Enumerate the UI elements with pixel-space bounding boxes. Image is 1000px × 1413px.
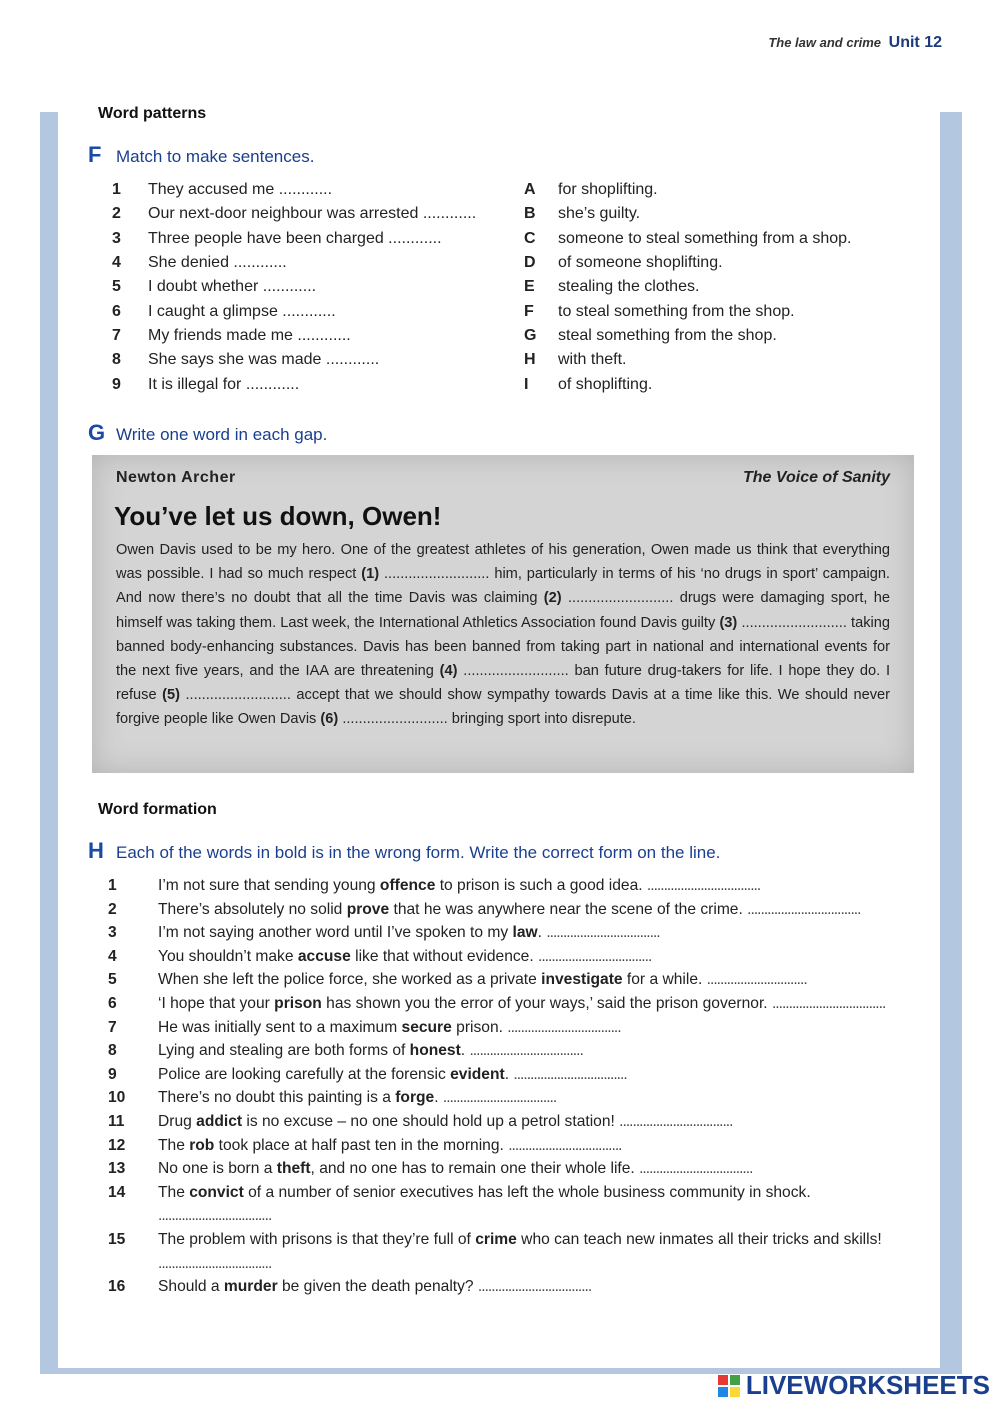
question-row	[108, 1039, 898, 1063]
question-text	[158, 945, 898, 969]
answer-letter: E	[524, 278, 535, 296]
text-part: The	[158, 1183, 190, 1201]
question-row	[108, 1110, 898, 1134]
header-unit: Unit 12	[888, 34, 942, 51]
answer-line: ..................................	[771, 994, 886, 1012]
text-part: ‘I hope that your	[158, 994, 275, 1012]
question-row	[108, 1086, 898, 1110]
question-number: 15	[108, 1230, 126, 1248]
row-number: 5	[112, 278, 121, 296]
answer-line: ..................................	[646, 877, 761, 894]
row-number: 6	[112, 302, 121, 320]
logo-text: LIVEWORKSHEETS	[745, 1370, 990, 1400]
answer-letter: I	[524, 375, 529, 393]
question-text	[158, 1039, 898, 1063]
gap-number: (1)	[361, 566, 380, 583]
answer-line: ..................................	[442, 1089, 557, 1107]
text-part: Drug	[158, 1112, 197, 1130]
article-text: .......................... ban future drug-takers for life. I hope they do. I refuse	[116, 663, 890, 704]
sentence-start: She says she was made ............	[148, 351, 380, 369]
text-part: for a while.	[622, 971, 707, 989]
exercise-letter: G	[88, 420, 106, 445]
question-number: 8	[108, 1042, 117, 1060]
question-row	[108, 1181, 898, 1228]
match-row	[112, 251, 912, 275]
text-part: that he was anywhere near the scene of the crime.	[389, 900, 748, 918]
exercise-instruction: Each of the words in bold is in the wrong form. Write the correct form on the line.	[116, 843, 721, 862]
question-row	[108, 1134, 898, 1158]
question-text	[158, 992, 898, 1016]
match-row	[112, 299, 912, 323]
row-number: 9	[112, 375, 121, 393]
liveworksheets-logo	[718, 1370, 990, 1401]
text-part: I’m not sure that sending young	[158, 877, 380, 894]
exercise-instruction: Write one word in each gap.	[116, 425, 328, 444]
sentence-ending: stealing the clothes.	[558, 278, 700, 296]
question-text	[158, 1157, 898, 1181]
text-part: Lying and stealing are both forms of	[158, 1042, 410, 1060]
gap-number: (3)	[719, 614, 738, 631]
bold-word: evident	[450, 1065, 505, 1083]
word-formation-list	[108, 874, 898, 1299]
question-text	[158, 1275, 898, 1299]
question-row	[108, 992, 898, 1016]
question-row	[108, 1063, 898, 1087]
question-text	[158, 968, 898, 992]
match-row	[112, 227, 912, 251]
page-header	[768, 34, 942, 52]
question-number: 3	[108, 924, 117, 942]
exercise-letter: F	[88, 142, 102, 167]
question-row	[108, 874, 898, 898]
question-number: 2	[108, 900, 117, 918]
bold-word: prison	[274, 994, 322, 1012]
answer-letter: H	[524, 351, 536, 369]
question-text	[158, 1110, 898, 1134]
question-number: 13	[108, 1160, 126, 1178]
question-number: 7	[108, 1018, 117, 1036]
newspaper-clipping	[92, 455, 914, 773]
answer-line: ..................................	[508, 1136, 622, 1154]
answer-line: ..................................	[158, 1207, 272, 1225]
text-part: to prison is such a good idea.	[435, 877, 647, 894]
exercise-f-heading	[88, 142, 314, 168]
question-number: 6	[108, 994, 117, 1012]
question-row	[108, 1228, 898, 1275]
bold-word: theft	[276, 1160, 311, 1178]
sentence-ending: of shoplifting.	[558, 375, 653, 393]
bold-word: murder	[223, 1278, 278, 1296]
text-part: The	[158, 1136, 190, 1154]
match-row	[112, 372, 912, 396]
bold-word: rob	[189, 1136, 215, 1154]
question-text	[158, 1181, 898, 1228]
text-part: be given the death penalty?	[277, 1278, 478, 1296]
bold-word: secure	[401, 1018, 452, 1036]
answer-line: ..............................	[706, 971, 807, 989]
question-text	[158, 898, 898, 922]
answer-letter: D	[524, 254, 536, 272]
section-title-word-formation: Word formation	[98, 801, 217, 818]
sentence-start: Three people have been charged ............	[148, 229, 442, 247]
text-part: No one is born a	[158, 1160, 277, 1178]
question-text	[158, 1228, 898, 1275]
question-number: 5	[108, 971, 117, 989]
answer-line: ..................................	[507, 1018, 621, 1036]
question-row	[108, 1016, 898, 1040]
sentence-ending: with theft.	[558, 351, 627, 369]
answer-line: ..................................	[469, 1042, 583, 1060]
text-part: The problem with prisons is that they’re full of	[158, 1230, 476, 1248]
bold-word: accuse	[297, 947, 351, 965]
answer-letter: A	[524, 181, 536, 199]
bold-word: offence	[379, 877, 436, 894]
answer-line: ..................................	[158, 1254, 272, 1272]
bold-word: forge	[395, 1089, 435, 1107]
answer-letter: F	[524, 302, 534, 320]
row-number: 2	[112, 205, 121, 223]
answer-line: ..................................	[747, 900, 861, 918]
sentence-ending: someone to steal something from a shop.	[558, 229, 852, 247]
question-text	[158, 1063, 898, 1087]
question-number: 12	[108, 1136, 126, 1154]
sentence-ending: steal something from the shop.	[558, 326, 777, 344]
bold-word: crime	[475, 1230, 517, 1248]
match-row	[112, 324, 912, 348]
sentence-start: They accused me ............	[148, 181, 333, 199]
bold-word: convict	[189, 1183, 244, 1201]
row-number: 3	[112, 229, 121, 247]
question-number: 9	[108, 1065, 117, 1083]
article-body	[116, 538, 890, 732]
sentence-start: My friends made me ............	[148, 326, 351, 344]
exercise-letter: H	[88, 838, 104, 863]
text-part: .	[537, 924, 547, 942]
row-number: 1	[112, 181, 121, 199]
text-part: He was initially sent to a maximum	[158, 1018, 402, 1036]
bold-word: honest	[409, 1042, 461, 1060]
text-part: of a number of senior executives has left the whole business community in shock.	[243, 1183, 811, 1201]
question-text	[158, 1086, 898, 1110]
logo-icon	[718, 1375, 740, 1397]
text-part: took place at half past ten in the morning.	[214, 1136, 509, 1154]
bold-word: addict	[196, 1112, 243, 1130]
answer-letter: B	[524, 205, 536, 223]
question-number: 11	[108, 1112, 125, 1130]
text-part: .	[434, 1089, 443, 1107]
match-row	[112, 275, 912, 299]
text-part: .	[460, 1042, 470, 1060]
text-part: You shouldn’t make	[158, 947, 298, 965]
text-part: When she left the police force, she worked as a private	[158, 971, 542, 989]
answer-line: ..................................	[513, 1065, 627, 1083]
article-text: .......................... bringing sport into disrepute.	[338, 711, 636, 728]
sentence-start: I doubt whether ............	[148, 278, 317, 296]
question-row	[108, 1157, 898, 1181]
match-row	[112, 178, 912, 202]
sentence-start: Our next-door neighbour was arrested ............	[148, 205, 477, 223]
text-part: , and no one has to remain one their whole life.	[310, 1160, 640, 1178]
row-number: 7	[112, 326, 121, 344]
text-part: has shown you the error of your ways,’ said the prison governor.	[321, 994, 772, 1012]
row-number: 8	[112, 351, 121, 369]
answer-letter: G	[524, 326, 537, 344]
exercise-g-heading	[88, 420, 327, 446]
sentence-ending: she’s guilty.	[558, 205, 641, 223]
gap-number: (2)	[543, 590, 562, 607]
question-row	[108, 1275, 898, 1299]
text-part: like that without evidence.	[350, 947, 538, 965]
article-text: .......................... accept that we should show sympathy towards Davis at a time like this. We should never forgive people like Owen Davis	[116, 687, 890, 728]
gap-number: (4)	[439, 663, 458, 680]
text-part: Should a	[158, 1278, 224, 1296]
sentence-start: I caught a glimpse ............	[148, 302, 336, 320]
question-text	[158, 874, 898, 898]
article-text: .......................... taking banned body-enhancing substances. Davis has been banned from taking part in national and international events for the next five years, and the IAA are threatening	[116, 614, 890, 680]
question-row	[108, 945, 898, 969]
answer-letter: C	[524, 229, 536, 247]
text-part: There’s no doubt this painting is a	[158, 1089, 396, 1107]
text-part: I’m not saying another word until I’ve spoken to my	[158, 924, 513, 942]
gap-number: (5)	[162, 687, 180, 704]
text-part: Police are looking carefully at the forensic	[158, 1065, 451, 1083]
sentence-ending: to steal something from the shop.	[558, 302, 795, 320]
question-number: 14	[108, 1183, 126, 1201]
sentence-start: It is illegal for ............	[148, 375, 300, 393]
gap-number: (6)	[320, 711, 339, 728]
question-row	[108, 921, 898, 945]
exercise-h-heading	[88, 838, 720, 864]
text-part: is no excuse – no one should hold up a petrol station!	[242, 1112, 620, 1130]
answer-line: ..................................	[619, 1112, 733, 1130]
match-row	[112, 348, 912, 372]
row-number: 4	[112, 254, 121, 272]
bold-word: law	[512, 924, 538, 942]
question-text	[158, 1016, 898, 1040]
article-text: .......................... him, particularly in terms of his ‘no drugs in sport’ campaign. And now there’s no doubt that all the time Davis was claiming	[116, 566, 890, 607]
exercise-instruction: Match to make sentences.	[116, 147, 315, 166]
answer-line: ..................................	[546, 924, 660, 942]
bold-word: investigate	[541, 971, 623, 989]
question-row	[108, 898, 898, 922]
text-part: .	[504, 1065, 514, 1083]
article-text: .......................... drugs were damaging sport, he himself was taking them. Last week, the International Athletics Association found Davis guilty	[116, 590, 890, 631]
sentence-ending: for shoplifting.	[558, 181, 658, 199]
question-text	[158, 921, 898, 945]
question-text	[158, 1134, 898, 1158]
question-number: 10	[108, 1089, 126, 1107]
question-number: 4	[108, 947, 117, 965]
article-column-name: The Voice of Sanity	[743, 469, 890, 486]
text-part: who can teach new inmates all their tricks and skills!	[516, 1230, 882, 1248]
match-row	[112, 202, 912, 226]
answer-line: ..................................	[477, 1278, 592, 1296]
article-headline: You’ve let us down, Owen!	[114, 501, 442, 531]
text-part: There’s absolutely no solid	[158, 900, 347, 918]
answer-line: ..................................	[639, 1160, 753, 1178]
sentence-start: She denied ............	[148, 254, 287, 272]
section-title-word-patterns: Word patterns	[98, 105, 207, 122]
question-row	[108, 968, 898, 992]
question-number: 1	[108, 877, 117, 894]
sentence-ending: of someone shoplifting.	[558, 254, 723, 272]
bold-word: prove	[346, 900, 390, 918]
header-title: The law and crime	[768, 35, 882, 50]
article-text: Owen Davis used to be my hero. One of the greatest athletes of his generation, Owen made us think that everything was possible. I had so much respect	[116, 542, 890, 583]
matching-list	[112, 178, 912, 397]
answer-line: ..................................	[538, 947, 652, 965]
text-part: prison.	[451, 1018, 508, 1036]
question-number: 16	[108, 1278, 126, 1296]
article-author: Newton Archer	[116, 469, 236, 486]
